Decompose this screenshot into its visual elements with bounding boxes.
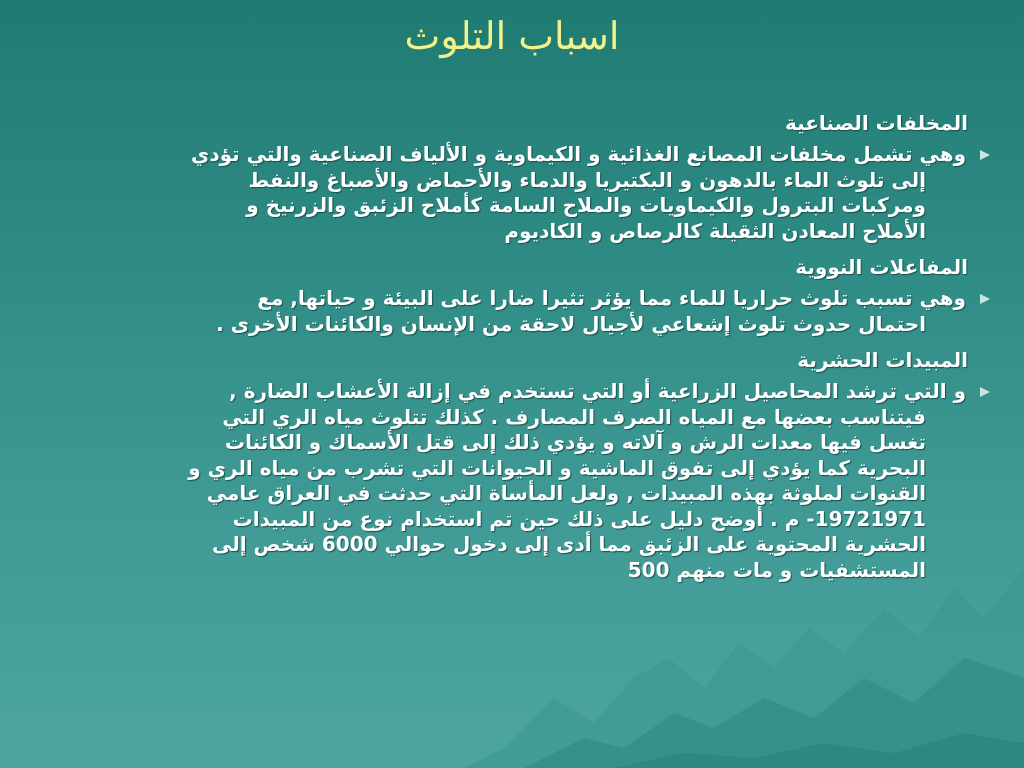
text-line: القنوات لملوثة بهذه المبيدات , ولعل المأساة التي حدثت في العراق عامي bbox=[206, 481, 926, 505]
text-line: و التي ترشد المحاصيل الزراعية أو التي تستخدم في إزالة الأعشاب الضارة , bbox=[229, 379, 966, 403]
text-line: إلى تلوث الماء بالدهون و البكتيريا والدماء والأحماض والأصباغ والنفط bbox=[248, 167, 926, 192]
paragraph-pesticides bbox=[60, 379, 968, 583]
text-line: وهي تشمل مخلفات المصانع الغذائية و الكيماوية و الألياف الصناعية والتي تؤدي bbox=[191, 142, 966, 166]
text-line: الحشرية المحتوية على الزئبق مما أدى إلى دخول حوالي 6000 شخص إلى bbox=[211, 532, 926, 556]
bullet-icon bbox=[980, 294, 990, 304]
bullet-icon bbox=[980, 150, 990, 160]
text-line: فيتناسب بعضها مع المياه الصرف المصارف . كذلك تتلوث مياه الري التي bbox=[222, 404, 926, 429]
text-line: وهي تسبب تلوث حراريا للماء مما يؤثر تثيرا ضارا على البيئة و حياتها, مع bbox=[257, 286, 966, 310]
slide-title: اسباب التلوث bbox=[404, 14, 620, 58]
section-heading-pesticides: المبيدات الحشرية bbox=[797, 348, 968, 372]
text-line: تغسل فيها معدات الرش و آلاته و يؤدي ذلك إلى قتل الأسماك و الكائنات bbox=[225, 430, 926, 454]
paragraph-industrial-waste bbox=[60, 142, 968, 244]
text-line: ومركبات البترول والكيماويات والملاح السامة كأملاح الزئبق والزرنيخ و bbox=[246, 193, 926, 217]
paragraph-nuclear-reactors bbox=[60, 286, 968, 337]
text-line: المستشفيات و مات منهم 500 bbox=[627, 557, 926, 582]
text-line: 19721971- م . أوضح دليل على ذلك حين تم استخدام نوع من المبيدات bbox=[232, 506, 926, 531]
text-line: احتمال حدوث تلوث إشعاعي لأجيال لاحقة من الإنسان والكائنات الأخرى . bbox=[216, 311, 926, 336]
section-heading-nuclear-reactors: المفاعلات النووية bbox=[795, 255, 968, 279]
bullet-icon bbox=[980, 387, 990, 397]
text-line: الأملاح المعادن الثقيلة كالرصاص و الكاديوم bbox=[504, 218, 926, 243]
section-heading-industrial-waste: المخلفات الصناعية bbox=[784, 111, 968, 135]
text-line: البحرية كما يؤدي إلى تفوق الماشية و الحيوانات التي تشرب من مياه الري و bbox=[188, 455, 926, 480]
slide-content bbox=[60, 108, 968, 591]
